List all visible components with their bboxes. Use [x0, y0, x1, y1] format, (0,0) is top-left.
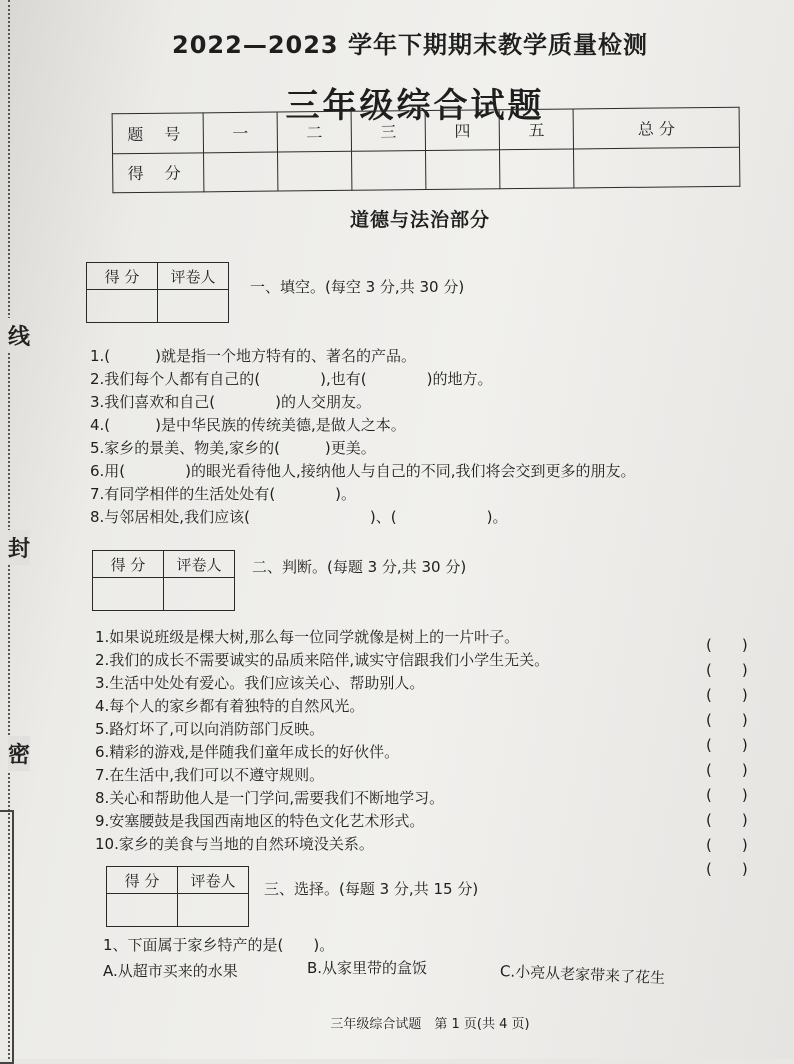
answer-paren[interactable]: ( ): [706, 736, 748, 754]
grader-name-cell[interactable]: [158, 290, 229, 323]
judge-item: 4.每个人的家乡都有着独特的自然风光。: [95, 697, 365, 715]
score-cell[interactable]: [426, 149, 500, 189]
part2-heading: 二、判断。(每题 3 分,共 30 分): [252, 558, 467, 576]
answer-paren[interactable]: ( ): [706, 661, 748, 679]
score-col-2: 二: [277, 111, 351, 151]
judge-item: 1.如果说班级是棵大树,那么每一位同学就像是树上的一片叶子。: [95, 628, 520, 646]
grader-score-cell[interactable]: [93, 578, 164, 611]
grader-box-1: [86, 262, 229, 323]
binding-char-seal: 封: [8, 530, 30, 565]
score-table: [112, 107, 741, 194]
answer-paren[interactable]: ( ): [706, 811, 748, 829]
score-col-5: 五: [499, 109, 573, 149]
page-footer: 三年级综合试题 第 1 页(共 4 页): [330, 1017, 530, 1032]
grader-name-cell[interactable]: [164, 578, 235, 611]
grader-box-2: [92, 550, 235, 611]
binding-char-secret: 密: [8, 736, 30, 771]
fill-item: 3.我们喜欢和自己( )的人交朋友。: [90, 393, 372, 411]
grader-score-cell[interactable]: [87, 290, 158, 323]
choice-question: 1、下面属于家乡特产的是( )。: [103, 936, 335, 954]
answer-paren[interactable]: ( ): [706, 860, 748, 878]
grader-name-label: 评卷人: [178, 867, 249, 894]
fill-item: 5.家乡的景美、物美,家乡的( )更美。: [90, 439, 376, 457]
part1-heading: 一、填空。(每空 3 分,共 30 分): [250, 278, 465, 296]
grader-score-label: 得 分: [107, 867, 178, 894]
score-col-1: 一: [203, 112, 277, 152]
judge-item: 7.在生活中,我们可以不遵守规则。: [95, 766, 325, 784]
answer-paren[interactable]: ( ): [706, 711, 748, 729]
score-cell[interactable]: [574, 147, 740, 188]
fill-item: 4.( )是中华民族的传统美德,是做人之本。: [90, 416, 406, 434]
fill-item: 7.有同学相伴的生活处处有( )。: [90, 485, 357, 503]
judge-item: 3.生活中处处有爱心。我们应该关心、帮助别人。: [95, 674, 425, 692]
score-table-row-label: 题 号: [112, 113, 203, 153]
section-title: 道德与法治部分: [349, 209, 490, 231]
grader-box-3: [106, 866, 249, 927]
choice-option-a[interactable]: A.从超市买来的水果: [103, 962, 238, 980]
judge-item: 5.路灯坏了,可以向消防部门反映。: [95, 720, 325, 738]
judge-item: 6.精彩的游戏,是伴随我们童年成长的好伙伴。: [95, 743, 400, 761]
grader-name-label: 评卷人: [164, 551, 235, 578]
fill-item: 2.我们每个人都有自己的( ),也有( )的地方。: [90, 370, 493, 388]
grader-name-cell[interactable]: [178, 894, 249, 927]
fill-item: 6.用( )的眼光看待他人,接纳他人与自己的不同,我们将会交到更多的朋友。: [90, 462, 636, 480]
score-col-total: 总 分: [573, 107, 739, 148]
exam-title: 2022—2023 学年下期期末教学质量检测: [172, 31, 648, 59]
judge-item: 9.安塞腰鼓是我国西南地区的特色文化艺术形式。: [95, 812, 425, 830]
score-cell[interactable]: [204, 152, 278, 192]
judge-item: 8.关心和帮助他人是一门学问,需要我们不断地学习。: [95, 789, 445, 807]
score-cell[interactable]: [352, 150, 426, 190]
binding-char-line: 线: [8, 318, 30, 353]
choice-option-c[interactable]: C.小亮从老家带来了花生: [499, 962, 666, 988]
judge-item: 2.我们的成长不需要诚实的品质来陪伴,诚实守信跟我们小学生无关。: [95, 651, 550, 669]
grader-score-label: 得 分: [87, 263, 158, 290]
part3-heading: 三、选择。(每题 3 分,共 15 分): [264, 880, 479, 898]
fill-item: 1.( )就是指一个地方特有的、著名的产品。: [90, 347, 417, 365]
paper-title: 三年级综合试题: [285, 86, 545, 126]
answer-paren[interactable]: ( ): [706, 786, 748, 804]
score-col-3: 三: [351, 111, 425, 151]
answer-paren[interactable]: ( ): [706, 836, 748, 854]
answer-paren[interactable]: ( ): [706, 686, 748, 704]
choice-option-b[interactable]: B.从家里带的盒饭: [307, 959, 428, 977]
score-cell[interactable]: [500, 148, 574, 188]
judge-item: 10.家乡的美食与当地的自然环境没关系。: [95, 835, 374, 853]
score-col-4: 四: [425, 110, 499, 150]
score-cell[interactable]: [278, 151, 352, 191]
grader-name-label: 评卷人: [158, 263, 229, 290]
grader-score-label: 得 分: [93, 551, 164, 578]
answer-paren[interactable]: ( ): [706, 636, 748, 654]
fill-item: 8.与邻居相处,我们应该( )、( )。: [90, 508, 508, 526]
score-table-score-label: 得 分: [113, 152, 204, 192]
answer-paren[interactable]: ( ): [706, 761, 748, 779]
student-info-box: [0, 810, 14, 1064]
grader-score-cell[interactable]: [107, 894, 178, 927]
